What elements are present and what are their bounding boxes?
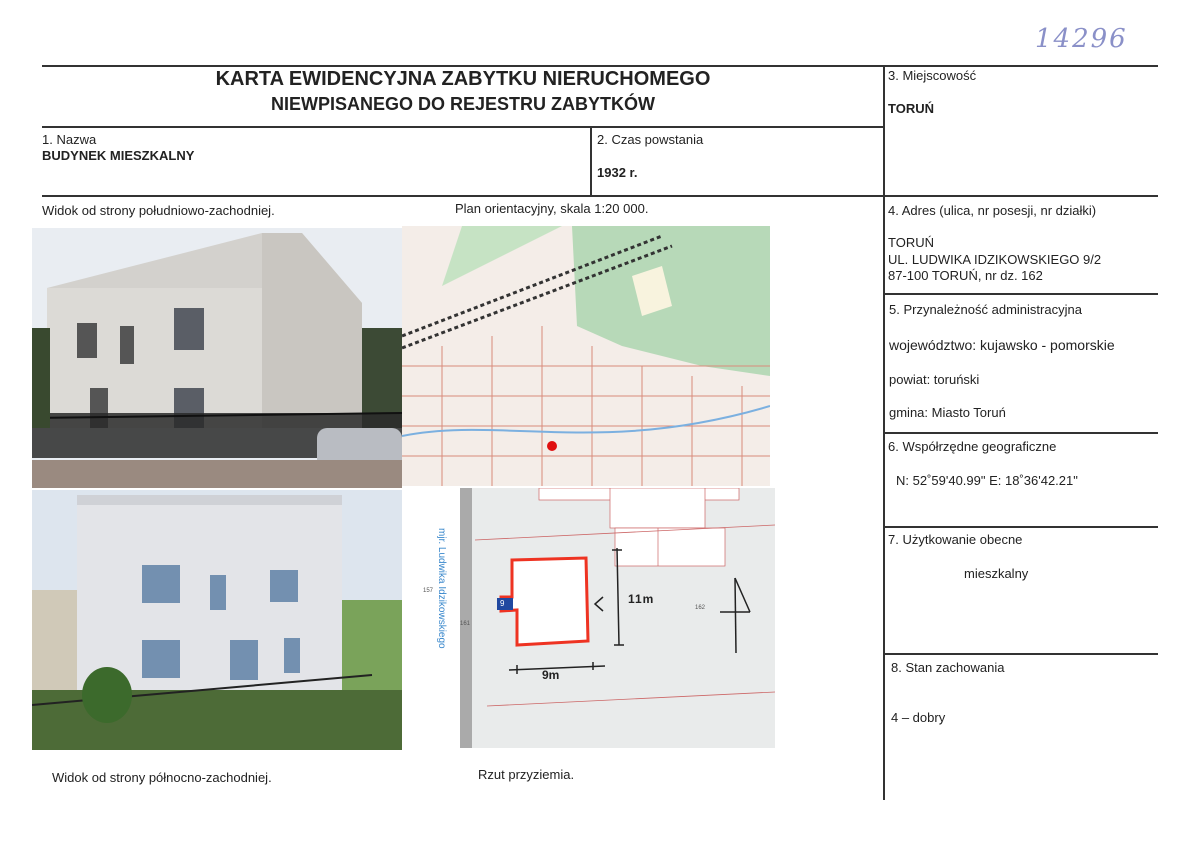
street-label: mjr. Ludwika Idzikowskiego bbox=[436, 528, 447, 649]
divider bbox=[590, 126, 592, 196]
house-number: 9 bbox=[500, 599, 505, 608]
admin-label: 5. Przynależność administracyjna bbox=[889, 302, 1082, 317]
orientation-map bbox=[402, 226, 770, 486]
locality-value: TORUŃ bbox=[888, 101, 934, 116]
address-line: TORUŃ bbox=[888, 235, 934, 250]
photo-southwest-view bbox=[32, 228, 402, 488]
name-label: 1. Nazwa bbox=[42, 132, 97, 147]
date-label: 2. Czas powstania bbox=[597, 132, 704, 147]
photo-northwest-view bbox=[32, 490, 402, 750]
address-label: 4. Adres (ulica, nr posesji, nr działki) bbox=[888, 203, 1097, 218]
handwritten-inventory-number: 14296 bbox=[1035, 24, 1128, 54]
card-subtitle: NIEWPISANEGO DO REJESTRU ZABYTKÓW bbox=[270, 94, 656, 114]
usage-value: mieszkalny bbox=[964, 566, 1029, 581]
county: powiat: toruński bbox=[889, 372, 980, 387]
caption-photo-nw: Widok od strony północno-zachodniej. bbox=[52, 770, 272, 785]
commune: gmina: Miasto Toruń bbox=[889, 405, 1006, 420]
card-title: KARTA EWIDENCYJNA ZABYTKU NIERUCHOMEGO bbox=[215, 68, 711, 90]
width-dimension: 9m bbox=[542, 668, 560, 682]
divider bbox=[884, 293, 1158, 295]
usage-label: 7. Użytkowanie obecne bbox=[888, 532, 1023, 547]
parcel-number: 161 bbox=[460, 621, 471, 627]
locality-label: 3. Miejscowość bbox=[888, 68, 977, 83]
parcel-number: 162 bbox=[695, 605, 706, 611]
ground-floor-plan bbox=[405, 488, 775, 748]
divider bbox=[42, 126, 884, 128]
voivodeship: województwo: kujawsko - pomorskie bbox=[889, 337, 1115, 353]
divider bbox=[884, 526, 1158, 528]
coords-value: N: 52˚59'40.99" E: 18˚36'42.21" bbox=[896, 473, 1078, 488]
divider bbox=[884, 653, 1158, 655]
address-line: UL. LUDWIKA IDZIKOWSKIEGO 9/2 bbox=[888, 252, 1102, 267]
caption-map: Plan orientacyjny, skala 1:20 000. bbox=[455, 201, 649, 216]
parcel-number: 157 bbox=[423, 588, 434, 594]
depth-dimension: 11m bbox=[628, 592, 655, 606]
coords-label: 6. Współrzędne geograficzne bbox=[888, 439, 1057, 454]
caption-photo-sw: Widok od strony południowo-zachodniej. bbox=[42, 203, 275, 218]
location-marker bbox=[547, 441, 557, 451]
condition-label: 8. Stan zachowania bbox=[891, 660, 1005, 675]
divider bbox=[42, 195, 1158, 197]
condition-value: 4 – dobry bbox=[891, 710, 946, 725]
name-value: BUDYNEK MIESZKALNY bbox=[42, 148, 195, 163]
caption-plan: Rzut przyziemia. bbox=[478, 767, 575, 782]
date-value: 1932 r. bbox=[597, 165, 638, 180]
divider bbox=[42, 65, 1158, 67]
divider bbox=[883, 65, 885, 800]
divider bbox=[884, 432, 1158, 434]
address-line: 87-100 TORUŃ, nr dz. 162 bbox=[888, 268, 1043, 283]
